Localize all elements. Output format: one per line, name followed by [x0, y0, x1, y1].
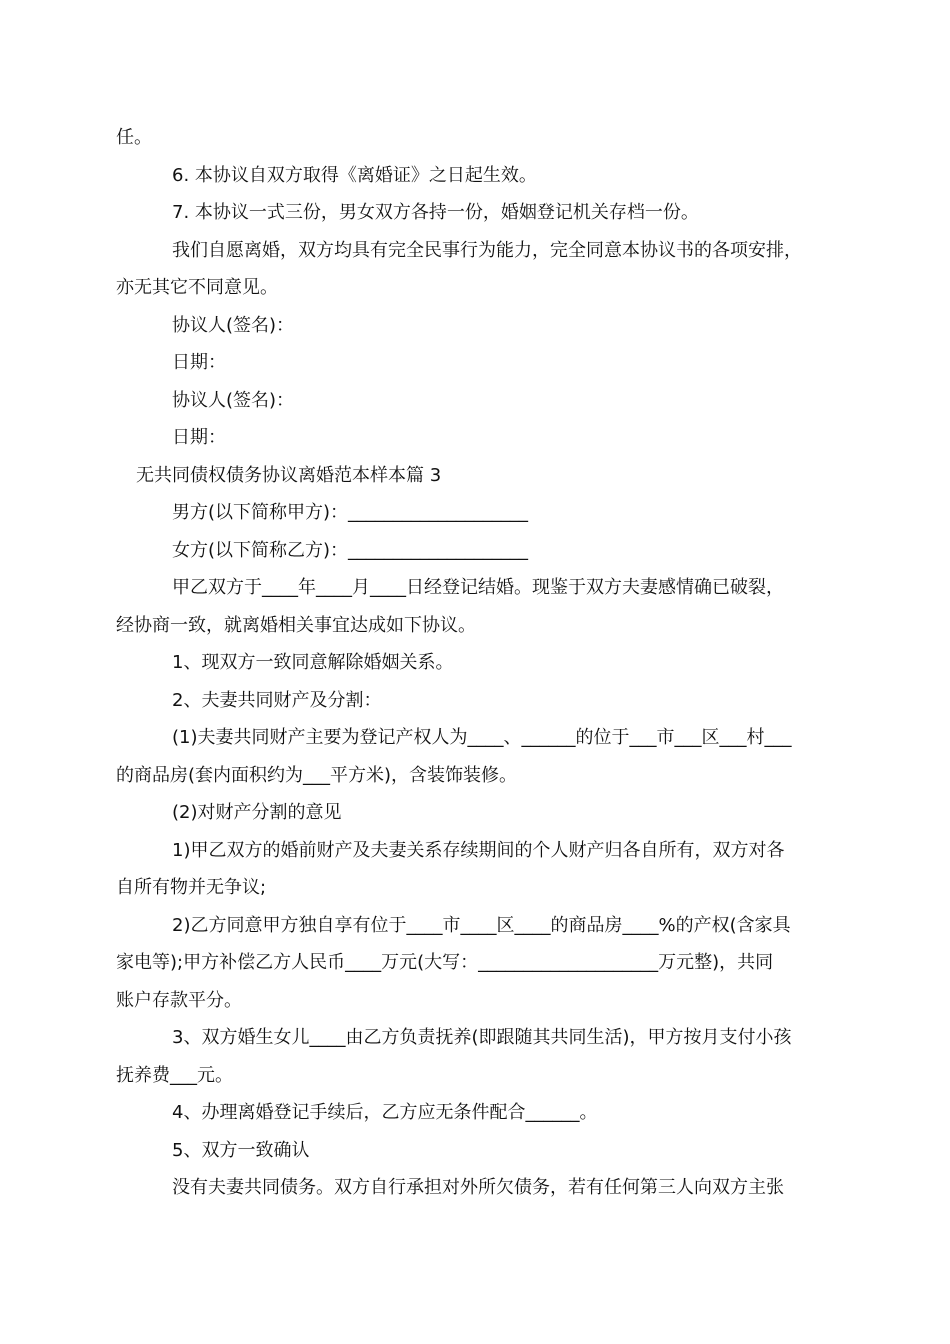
intro-line-1: 甲乙双方于____年____月____日经登记结婚。现鉴于双方夫妻感情确已破裂， [172, 577, 784, 598]
article-2: 2、夫妻共同财产及分割： [172, 690, 382, 711]
female-party-line: 女方(以下简称乙方)：____________________ [172, 540, 529, 561]
article-4: 4、办理离婚登记手续后，乙方应无条件配合______。 [172, 1102, 598, 1123]
declaration-line-1: 我们自愿离婚，双方均具有完全民事行为能力，完全同意本协议书的各项安排， [172, 240, 802, 261]
signature-label-2: 协议人(签名)： [172, 390, 295, 411]
division-1-line-2: 自所有物并无争议; [116, 877, 267, 898]
debt-statement: 没有夫妻共同债务。双方自行承担对外所欠债务，若有任何第三人向双方主张 [172, 1177, 784, 1198]
article-3-line-1: 3、双方婚生女儿____由乙方负责抚养(即跟随其共同生活)，甲方按月支付小孩 [172, 1027, 792, 1048]
property-line-1: (1)夫妻共同财产主要为登记产权人为____、______的位于___市___区___村___ [172, 727, 792, 748]
signature-label-1: 协议人(签名)： [172, 315, 295, 336]
male-party-line: 男方(以下简称甲方)：____________________ [172, 502, 529, 523]
declaration-line-2: 亦无其它不同意见。 [116, 277, 278, 298]
date-label-1: 日期： [172, 352, 226, 373]
article-3-line-2: 抚养费___元。 [116, 1065, 233, 1086]
article-5: 5、双方一致确认 [172, 1140, 310, 1161]
division-2-line-1: 2)乙方同意甲方独自享有位于____市____区____的商品房____%的产权(含家具 [172, 915, 791, 936]
article-1: 1、现双方一致同意解除婚姻关系。 [172, 652, 454, 673]
property-line-2: 的商品房(套内面积约为___平方米)，含装饰装修。 [116, 765, 518, 786]
division-2-line-3: 账户存款平分。 [116, 990, 242, 1011]
intro-line-2: 经协商一致，就离婚相关事宜达成如下协议。 [116, 615, 476, 636]
clause-6: 6. 本协议自双方取得《离婚证》之日起生效。 [172, 165, 537, 186]
clause-7: 7. 本协议一式三份，男女双方各持一份，婚姻登记机关存档一份。 [172, 202, 699, 223]
division-1-line-1: 1)甲乙双方的婚前财产及夫妻关系存续期间的个人财产归各自所有，双方对各 [172, 840, 785, 861]
division-2-line-2: 家电等);甲方补偿乙方人民币____万元(大写：____________________万元整)，共同 [116, 952, 774, 973]
text-line-continuation: 任。 [116, 127, 152, 148]
date-label-2: 日期： [172, 427, 226, 448]
section-heading: 无共同债权债务协议离婚范本样本篇 3 [136, 465, 442, 486]
division-heading: (2)对财产分割的意见 [172, 802, 342, 823]
